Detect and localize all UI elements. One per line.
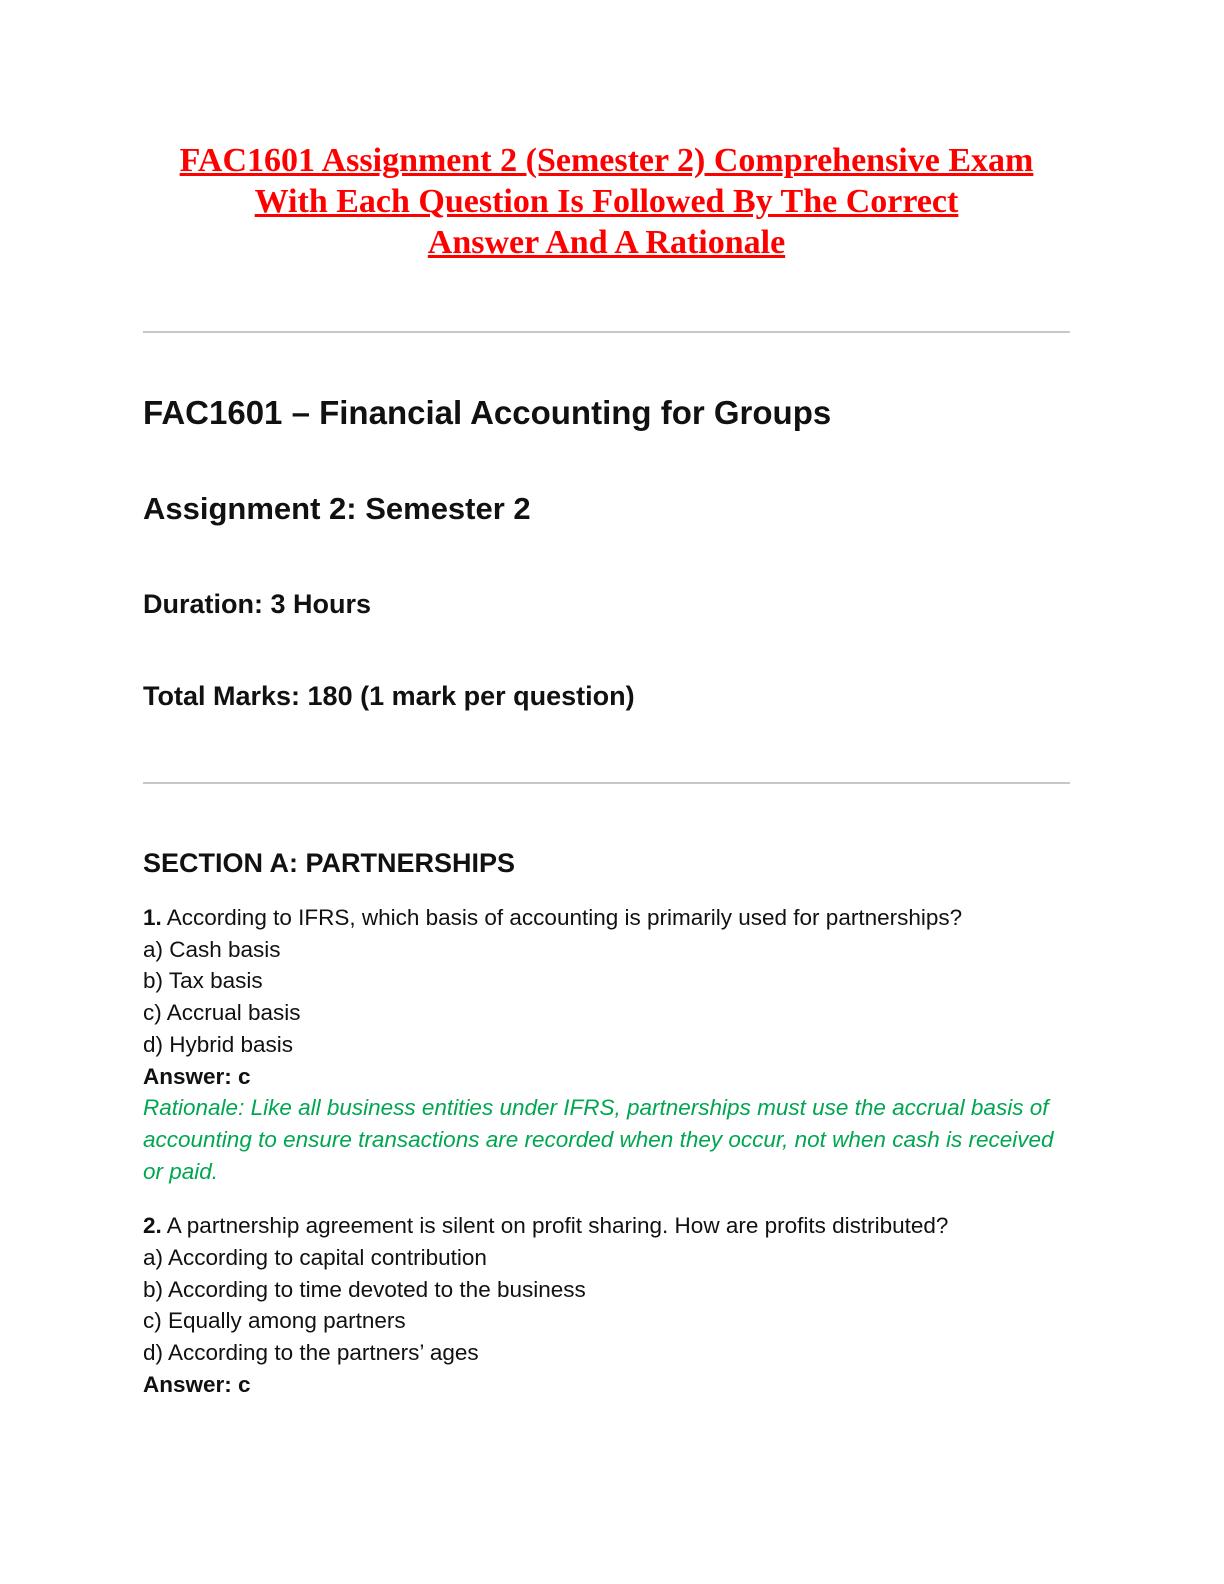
total-marks-label: Total Marks: 180 (1 mark per question) [143, 681, 635, 711]
answer-label: Answer: c [143, 1371, 251, 1397]
question-number: 1. [143, 905, 162, 930]
assignment-title: Assignment 2: Semester 2 [143, 491, 531, 526]
duration-label: Duration: 3 Hours [143, 589, 372, 619]
course-title: FAC1601 – Financial Accounting for Groups [143, 394, 832, 431]
answer-label: Answer: c [143, 1063, 251, 1089]
question-stem: A partnership agreement is silent on profit sharing. How are profits distributed? [161, 1213, 949, 1239]
divider [143, 331, 1070, 333]
rationale-text: Rationale: Like all business entities under IFRS, partnerships must use the accrual basis of accounting to ensure transactions are recorded when they occur, not when cash is received or paid. [143, 1095, 1054, 1184]
document-title-line-2: With Each Question Is Followed By The Correct [254, 183, 959, 220]
document-title-line-3: Answer And A Rationale [427, 224, 786, 261]
option-b: b) According to time devoted to the business [143, 1276, 586, 1302]
document-title [133, 140, 1080, 263]
option-d: d) Hybrid basis [143, 1031, 294, 1057]
question-number: 2. [143, 1213, 162, 1239]
question-block [143, 902, 1070, 1187]
document-title-line-1: FAC1601 Assignment 2 (Semester 2) Comprehensive Exam [179, 142, 1034, 179]
option-b: b) Tax basis [143, 968, 263, 994]
divider [143, 782, 1070, 784]
option-a: a) Cash basis [143, 936, 281, 962]
section-title: SECTION A: PARTNERSHIPS [143, 848, 516, 878]
question-block [143, 1210, 1070, 1400]
document-page [143, 140, 1070, 1401]
question-text [143, 1210, 1070, 1242]
question-text [143, 902, 1070, 934]
option-c: c) Accrual basis [143, 1000, 301, 1026]
option-d: d) According to the partners’ ages [143, 1340, 479, 1366]
option-c: c) Equally among partners [143, 1308, 406, 1334]
option-a: a) According to capital contribution [143, 1245, 487, 1271]
question-stem: According to IFRS, which basis of accounting is primarily used for partnerships? [161, 905, 963, 930]
